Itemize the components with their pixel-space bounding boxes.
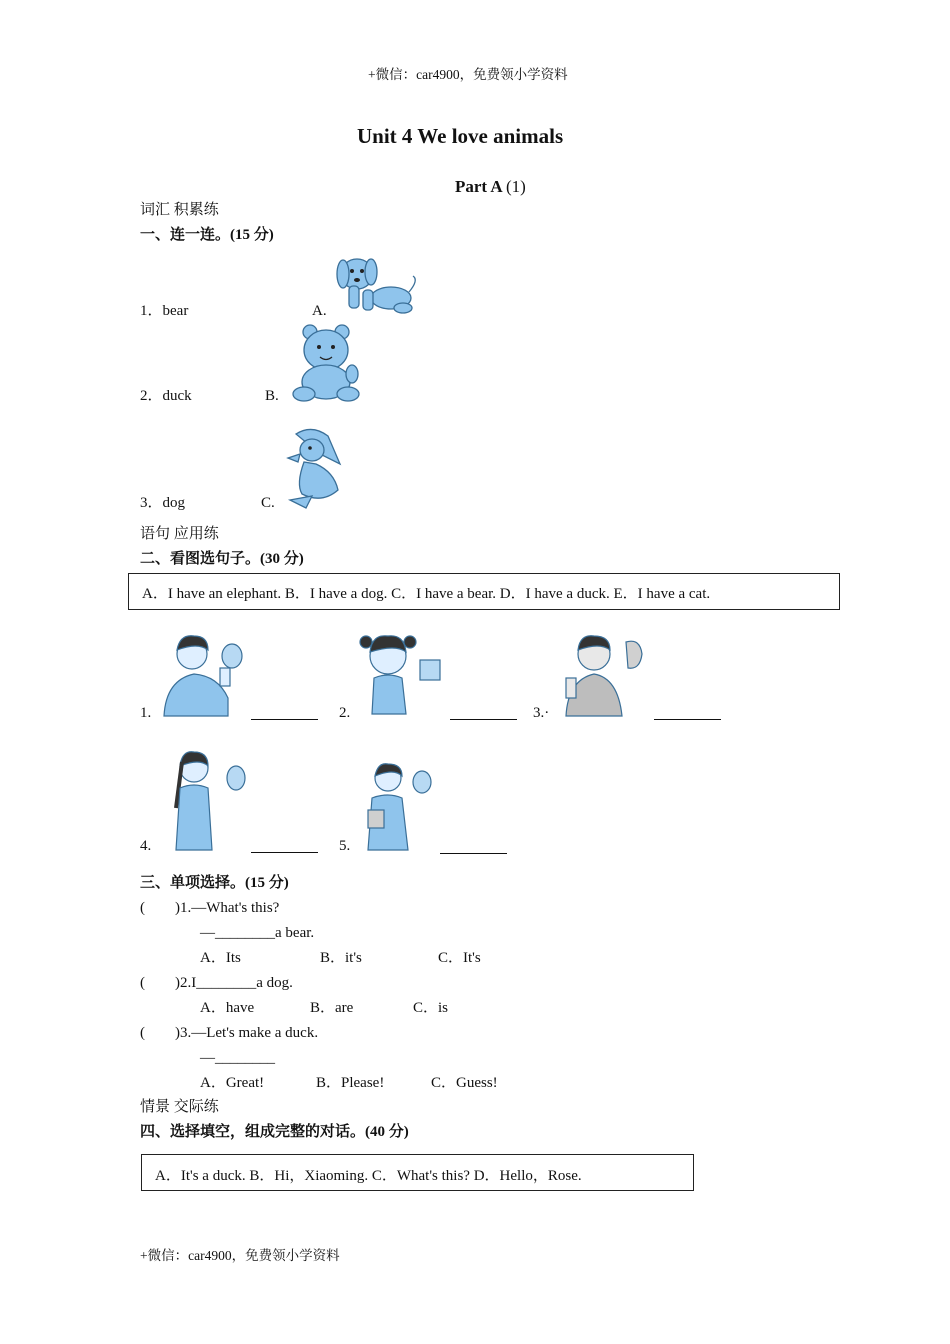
q2-options-text: A．I have an elephant. B．I have a dog. C．I have a bear. D．I have a duck. E．I have a cat. [142, 586, 711, 602]
q2-item-3-number: 3.· [533, 705, 550, 721]
page-title: Unit 4 We love animals [357, 124, 564, 148]
q4-heading: 四、选择填空，组成完整的对话。(40 分) [140, 1124, 409, 1140]
q2-item-5-number: 5. [339, 838, 351, 854]
page-subtitle [455, 178, 526, 195]
girl-holding-duck-picture [160, 748, 248, 852]
q2-answer-blank-1[interactable] [251, 719, 318, 720]
watermark-top: +微信：car4900，免费领小学资料 [368, 67, 568, 82]
subtitle-part: Part A [455, 177, 502, 196]
boy-holding-dog-picture [158, 628, 246, 718]
girl-holding-cat-picture [358, 760, 434, 852]
q2-heading: 二、看图选句子。(30 分) [140, 551, 304, 567]
dog-icon [333, 250, 419, 318]
q1-heading: 一、连一连。(15 分) [140, 227, 274, 243]
section-label-vocab: 词汇 积累练 [140, 202, 219, 218]
q2-answer-blank-3[interactable] [654, 719, 721, 720]
q4-options-text: A．It's a duck. B．Hi，Xiaoming. C．What's this? D．Hello，Rose. [155, 1168, 582, 1184]
q4-options-box [141, 1154, 694, 1191]
q2-answer-blank-4[interactable] [251, 852, 318, 853]
q1-option-b-label: B. [265, 388, 279, 404]
q1-word-3: 3．dog [140, 495, 186, 511]
q3-item-3-option-a[interactable]: A．Great! [200, 1075, 265, 1091]
bear-icon [290, 322, 366, 404]
q3-item-1-stem: ( )1.—What's this? [140, 900, 280, 916]
section-label-situation: 情景 交际练 [140, 1099, 219, 1115]
q3-item-1-response: —________a bear. [200, 925, 315, 941]
q3-item-3-response: —________ [200, 1050, 275, 1066]
q3-item-2-option-a[interactable]: A．have [200, 1000, 255, 1016]
subtitle-number: (1) [506, 177, 526, 196]
q3-item-3-option-b[interactable]: B．Please! [316, 1075, 385, 1091]
q1-word-1: 1．bear [140, 303, 189, 319]
duck-icon [282, 424, 346, 510]
watermark-bottom: +微信：car4900，免费领小学资料 [140, 1248, 340, 1263]
q3-item-1-option-c[interactable]: C．It's [438, 950, 481, 966]
q2-item-1-number: 1. [140, 705, 152, 721]
q3-item-2-option-c[interactable]: C．is [413, 1000, 449, 1016]
section-label-sentence: 语句 应用练 [140, 526, 219, 542]
q3-item-3-option-c[interactable]: C．Guess! [431, 1075, 498, 1091]
q2-answer-blank-2[interactable] [450, 719, 517, 720]
q3-item-1-option-b[interactable]: B．it's [320, 950, 362, 966]
q3-item-1-option-a[interactable]: A．Its [200, 950, 241, 966]
q3-item-3-stem: ( )3.—Let's make a duck. [140, 1025, 319, 1041]
q2-item-2-number: 2. [339, 705, 351, 721]
girl-holding-bear-picture [356, 626, 444, 718]
q2-answer-blank-5[interactable] [440, 853, 507, 854]
q2-item-4-number: 4. [140, 838, 152, 854]
q3-heading: 三、单项选择。(15 分) [140, 875, 289, 891]
q2-options-box [128, 573, 840, 610]
q1-option-a-label: A. [312, 303, 327, 319]
boy-holding-elephant-picture [556, 628, 648, 718]
q1-word-2: 2．duck [140, 388, 192, 404]
q3-item-2-option-b[interactable]: B．are [310, 1000, 354, 1016]
q1-option-c-label: C. [261, 495, 275, 511]
q3-item-2-stem: ( )2.I________a dog. [140, 975, 293, 991]
